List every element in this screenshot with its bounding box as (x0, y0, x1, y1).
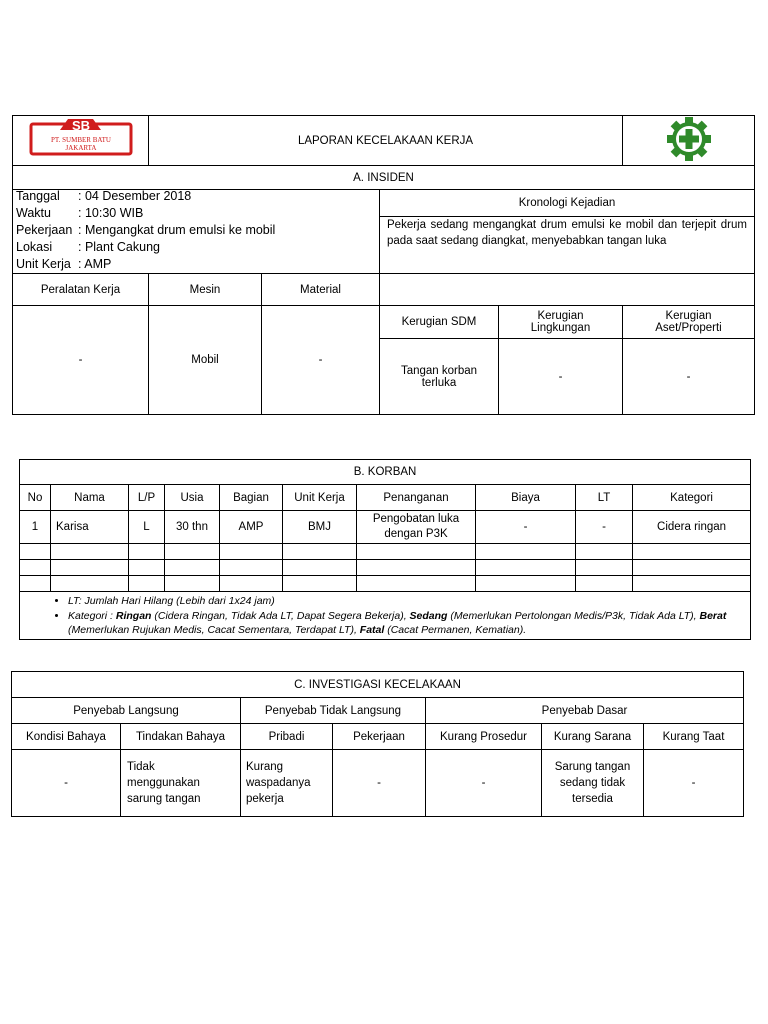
info-label: Lokasi (16, 240, 53, 254)
logo-line1: PT. SUMBER BATU (51, 136, 111, 144)
logo-line2: JAKARTA (65, 144, 97, 152)
equipment-value: - (13, 306, 149, 415)
column-header: Nama (51, 485, 129, 511)
victim-table (19, 459, 751, 640)
table-row (20, 560, 751, 576)
cause-value: Kurang waspadanya pekerja (241, 750, 333, 817)
loss-header: Kerugian Aset/Properti (623, 306, 755, 339)
kategori-fatal: Fatal (359, 624, 385, 636)
chronology-text: Pekerja sedang mengangkat drum emulsi ke mobil dan terjepit drum pada saat sedang diangkat, menyebabkan tangan luka (387, 219, 747, 247)
cause-value: - (333, 750, 426, 817)
table-row (20, 511, 751, 544)
safety-gear-cross-icon (624, 116, 754, 162)
logo-right-cell (623, 116, 755, 166)
cell-nama: Karisa (51, 511, 129, 544)
cell-biaya: - (476, 511, 576, 544)
cell-lt: - (576, 511, 633, 544)
sub-header: Kurang Prosedur (426, 724, 542, 750)
cell-lp: L (129, 511, 165, 544)
report-title: LAPORAN KECELAKAAN KERJA (149, 116, 623, 166)
sub-header: Kurang Taat (644, 724, 744, 750)
info-row (16, 256, 376, 273)
sub-header: Kondisi Bahaya (12, 724, 121, 750)
info-value: : 04 Desember 2018 (78, 189, 192, 203)
kategori-berat: Berat (699, 610, 727, 622)
sub-header: Tindakan Bahaya (121, 724, 241, 750)
column-header: Biaya (476, 485, 576, 511)
info-row (16, 222, 376, 239)
cell-kategori: Cidera ringan (633, 511, 751, 544)
notes-cell (20, 592, 751, 640)
column-header: Kategori (633, 485, 751, 511)
info-value: : Plant Cakung (78, 240, 160, 254)
info-row (16, 239, 376, 256)
column-header: Bagian (220, 485, 283, 511)
cause-value: - (12, 750, 121, 817)
info-label: Unit Kerja (16, 257, 71, 271)
info-value: : AMP (78, 257, 112, 271)
kategori-ringan-desc: (Cidera Ringan, Tidak Ada LT, Dapat Segera Bekerja), (151, 610, 410, 622)
cause-value: Sarung tangan sedang tidak tersedia (542, 750, 644, 817)
note-prefix: Kategori : (68, 610, 116, 622)
group-header: Penyebab Dasar (426, 698, 744, 724)
group-header: Penyebab Langsung (12, 698, 241, 724)
cause-value: Tidak menggunakan sarung tangan (121, 750, 241, 817)
sub-header: Pribadi (241, 724, 333, 750)
notes-list (48, 594, 747, 637)
kategori-berat-desc: (Memerlukan Rujukan Medis, Cacat Sementara, Terdapat LT), (68, 624, 360, 636)
incident-report-table (12, 115, 755, 415)
kategori-ringan: Ringan (115, 610, 152, 622)
cell-unit-kerja: BMJ (283, 511, 357, 544)
cause-value: - (644, 750, 744, 817)
section-c-title: C. INVESTIGASI KECELAKAAN (12, 672, 744, 698)
info-label: Tanggal (16, 189, 60, 203)
logo-left-cell (13, 116, 149, 166)
company-logo (13, 116, 147, 162)
kategori-fatal-desc: (Cacat Permanen, Kematian). (384, 624, 527, 636)
equipment-header: Mesin (149, 274, 262, 306)
sub-header: Pekerjaan (333, 724, 426, 750)
info-row (16, 205, 376, 222)
kategori-sedang-desc: (Memerlukan Pertolongan Medis/P3k, Tidak Ada LT), (447, 610, 700, 622)
incident-info (13, 190, 380, 274)
info-value: : 10:30 WIB (78, 206, 144, 220)
loss-value: Tangan korban terluka (380, 339, 499, 415)
investigation-table (11, 671, 744, 817)
info-label: Pekerjaan (16, 223, 73, 237)
cell-bagian: AMP (220, 511, 283, 544)
column-header: Unit Kerja (283, 485, 357, 511)
chronology-continued (380, 274, 755, 306)
kategori-sedang: Sedang (409, 610, 448, 622)
cell-penanganan: Pengobatan luka dengan P3K (357, 511, 476, 544)
chronology-title: Kronologi Kejadian (380, 190, 754, 217)
table-row (20, 544, 751, 560)
column-header: Usia (165, 485, 220, 511)
table-row (20, 576, 751, 592)
equipment-value: Mobil (149, 306, 262, 415)
equipment-header: Material (262, 274, 380, 306)
column-header: Penanganan (357, 485, 476, 511)
cell-no: 1 (20, 511, 51, 544)
column-header: LT (576, 485, 633, 511)
cause-value: - (426, 750, 542, 817)
section-b-title: B. KORBAN (20, 460, 751, 485)
info-label: Waktu (16, 206, 51, 220)
loss-value: - (623, 339, 755, 415)
loss-header: Kerugian Lingkungan (499, 306, 623, 339)
chronology-cell (380, 190, 755, 274)
info-row (16, 188, 376, 205)
column-header: No (20, 485, 51, 511)
note-lt: • LT: Jumlah Hari Hilang (Lebih dari 1x24 jam) (68, 594, 747, 608)
section-a-title: A. INSIDEN (13, 166, 755, 190)
cell-usia: 30 thn (165, 511, 220, 544)
sub-header: Kurang Sarana (542, 724, 644, 750)
column-header: L/P (129, 485, 165, 511)
equipment-value: - (262, 306, 380, 415)
info-value: : Mengangkat drum emulsi ke mobil (78, 223, 276, 237)
loss-value: - (499, 339, 623, 415)
logo-initials: SB (71, 118, 91, 133)
equipment-header: Peralatan Kerja (13, 274, 149, 306)
loss-header: Kerugian SDM (380, 306, 499, 339)
note-kategori (68, 609, 747, 637)
group-header: Penyebab Tidak Langsung (241, 698, 426, 724)
